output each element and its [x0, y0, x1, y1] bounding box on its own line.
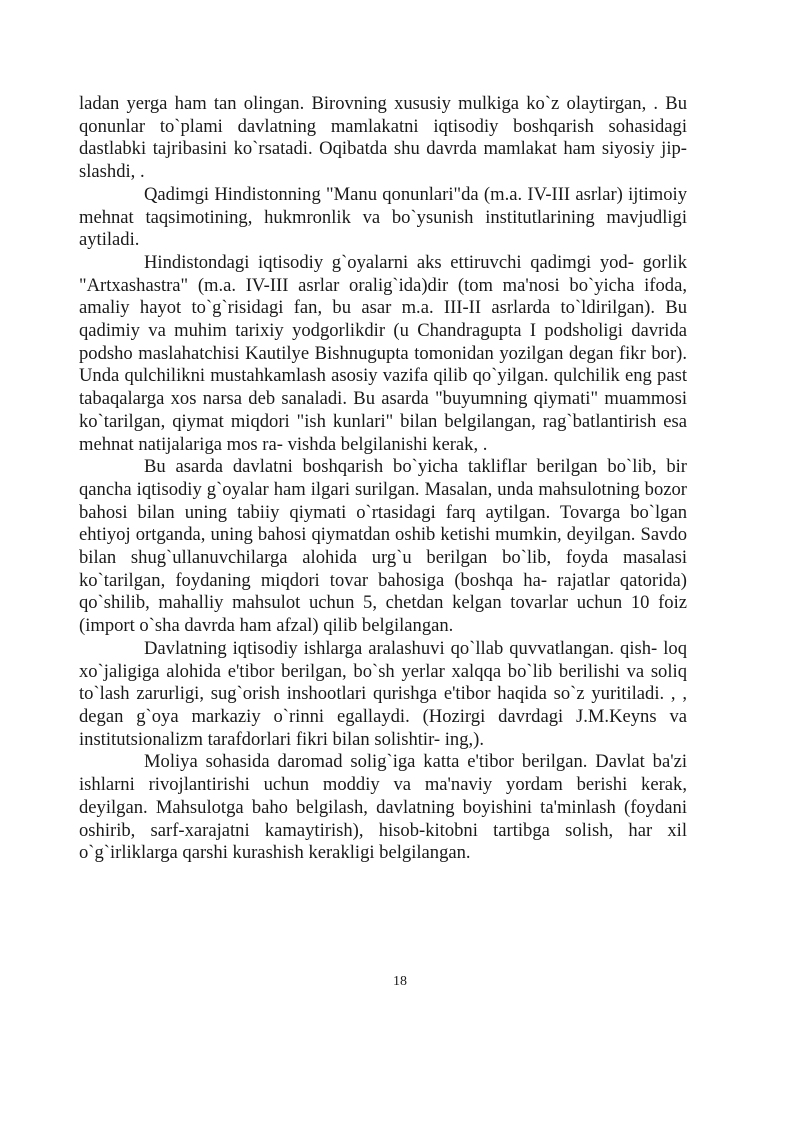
- body-text: [79, 93, 687, 865]
- paragraph-continuation: ladan yerga ham tan olingan. Birovning xususiy mulkiga ko`z olaytirgan, . Bu qonunlar to`plami davlatning mamlakatni iqtisodiy boshqarish sohasidagi dastlabki tajribasini ko`rsatadi. Oqibatda shu davrda mamlakat ham siyosiy jip- slashdi, .: [79, 93, 687, 183]
- paragraph-state-intervention: Davlatning iqtisodiy ishlarga aralashuvi qo`llab quvvatlangan. qish- loq xo`jaligiga alohida e'tibor berilgan, bo`sh yerlar xalqqa bo`lib berilishi va soliq to`lash zarurligi, sug`orish inshootlari qurishga e'tibor haqida so`z yuritiladi. , , degan g`oya markaziy o`rinni egallaydi. (Hozirgi davrdagi J.M.Keyns va institutsionalizm tarafdorlari fikri bilan solishtir- ing,).: [79, 637, 687, 750]
- paragraph-manu-laws: Qadimgi Hindistonning "Manu qonunlari"da (m.a. IV-III asrlar) ijtimoiy mehnat taqsimotining, hukmronlik va bo`ysunish institutlarining mavjudligi aytiladi.: [79, 183, 687, 251]
- paragraph-finance: Moliya sohasida daromad solig`iga katta e'tibor berilgan. Davlat ba'zi ishlarni rivojlantirishi uchun moddiy va ma'naviy yordam berishi kerak, deyilgan. Mahsulotga baho belgilash, davlatning boyishini ta'minlash (foydani oshirib, sarf-xarajatni kamaytirish), hisob-kitobni tartibga solish, har xil o`g`irliklarga qarshi kurashish kerakligi belgilangan.: [79, 751, 687, 864]
- paragraph-governance-proposals: Bu asarda davlatni boshqarish bo`yicha takliflar berilgan bo`lib, bir qancha iqtisodiy g`oyalar ham ilgari surilgan. Masalan, unda mahsulotning bozor bahosi bilan uning tabiiy qiymati o`rtasidagi farq aytilgan. Tovarga bo`lgan ehtiyoj ortganda, uning bahosi qiymatdan oshib ketishi mumkin, deyilgan. Savdo bilan shug`ullanuvchilarga alohida urg`u berilgan bo`lib, foyda masalasi ko`tarilgan, foydaning miqdori tovar bahosiga (boshqa ha- rajatlar qatorida) qo`shilib, mahalliy mahsulot uchun 5, chetdan kelgan tovarlar uchun 10 foiz (import o`sha davrda ham afzal) qilib belgilangan.: [79, 456, 687, 637]
- paragraph-artxashastra: Hindistondagi iqtisodiy g`oyalarni aks ettiruvchi qadimgi yod- gorlik "Artxashastra" (m.a. IV-III asrlar oralig`ida)dir (tom ma'nosi bo`yicha ifoda, amaliy hayot to`g`risidagi fan, bu asar m.a. III-II asrlarda to`ldirilgan). Bu qadimiy va muhim tarixiy yodgorlikdir (u Chandragupta I podsholigi davrida podsho maslahatchisi Kautilye Bishnugupta tomonidan yozilgan degan fikr bor). Unda qulchilikni mustahkamlash asosiy vazifa qilib qo`yilgan. qulchilik eng past tabaqalarga xos narsa deb sanaladi. Bu asarda "buyumning qiymati" muammosi ko`tarilgan, qiymat miqdori "ish kunlari" bilan belgilangan, rag`batlantirish esa mehnat natijalariga mos ra- vishda belgilanishi kerak, .: [79, 251, 687, 455]
- page-number: 18: [393, 974, 407, 989]
